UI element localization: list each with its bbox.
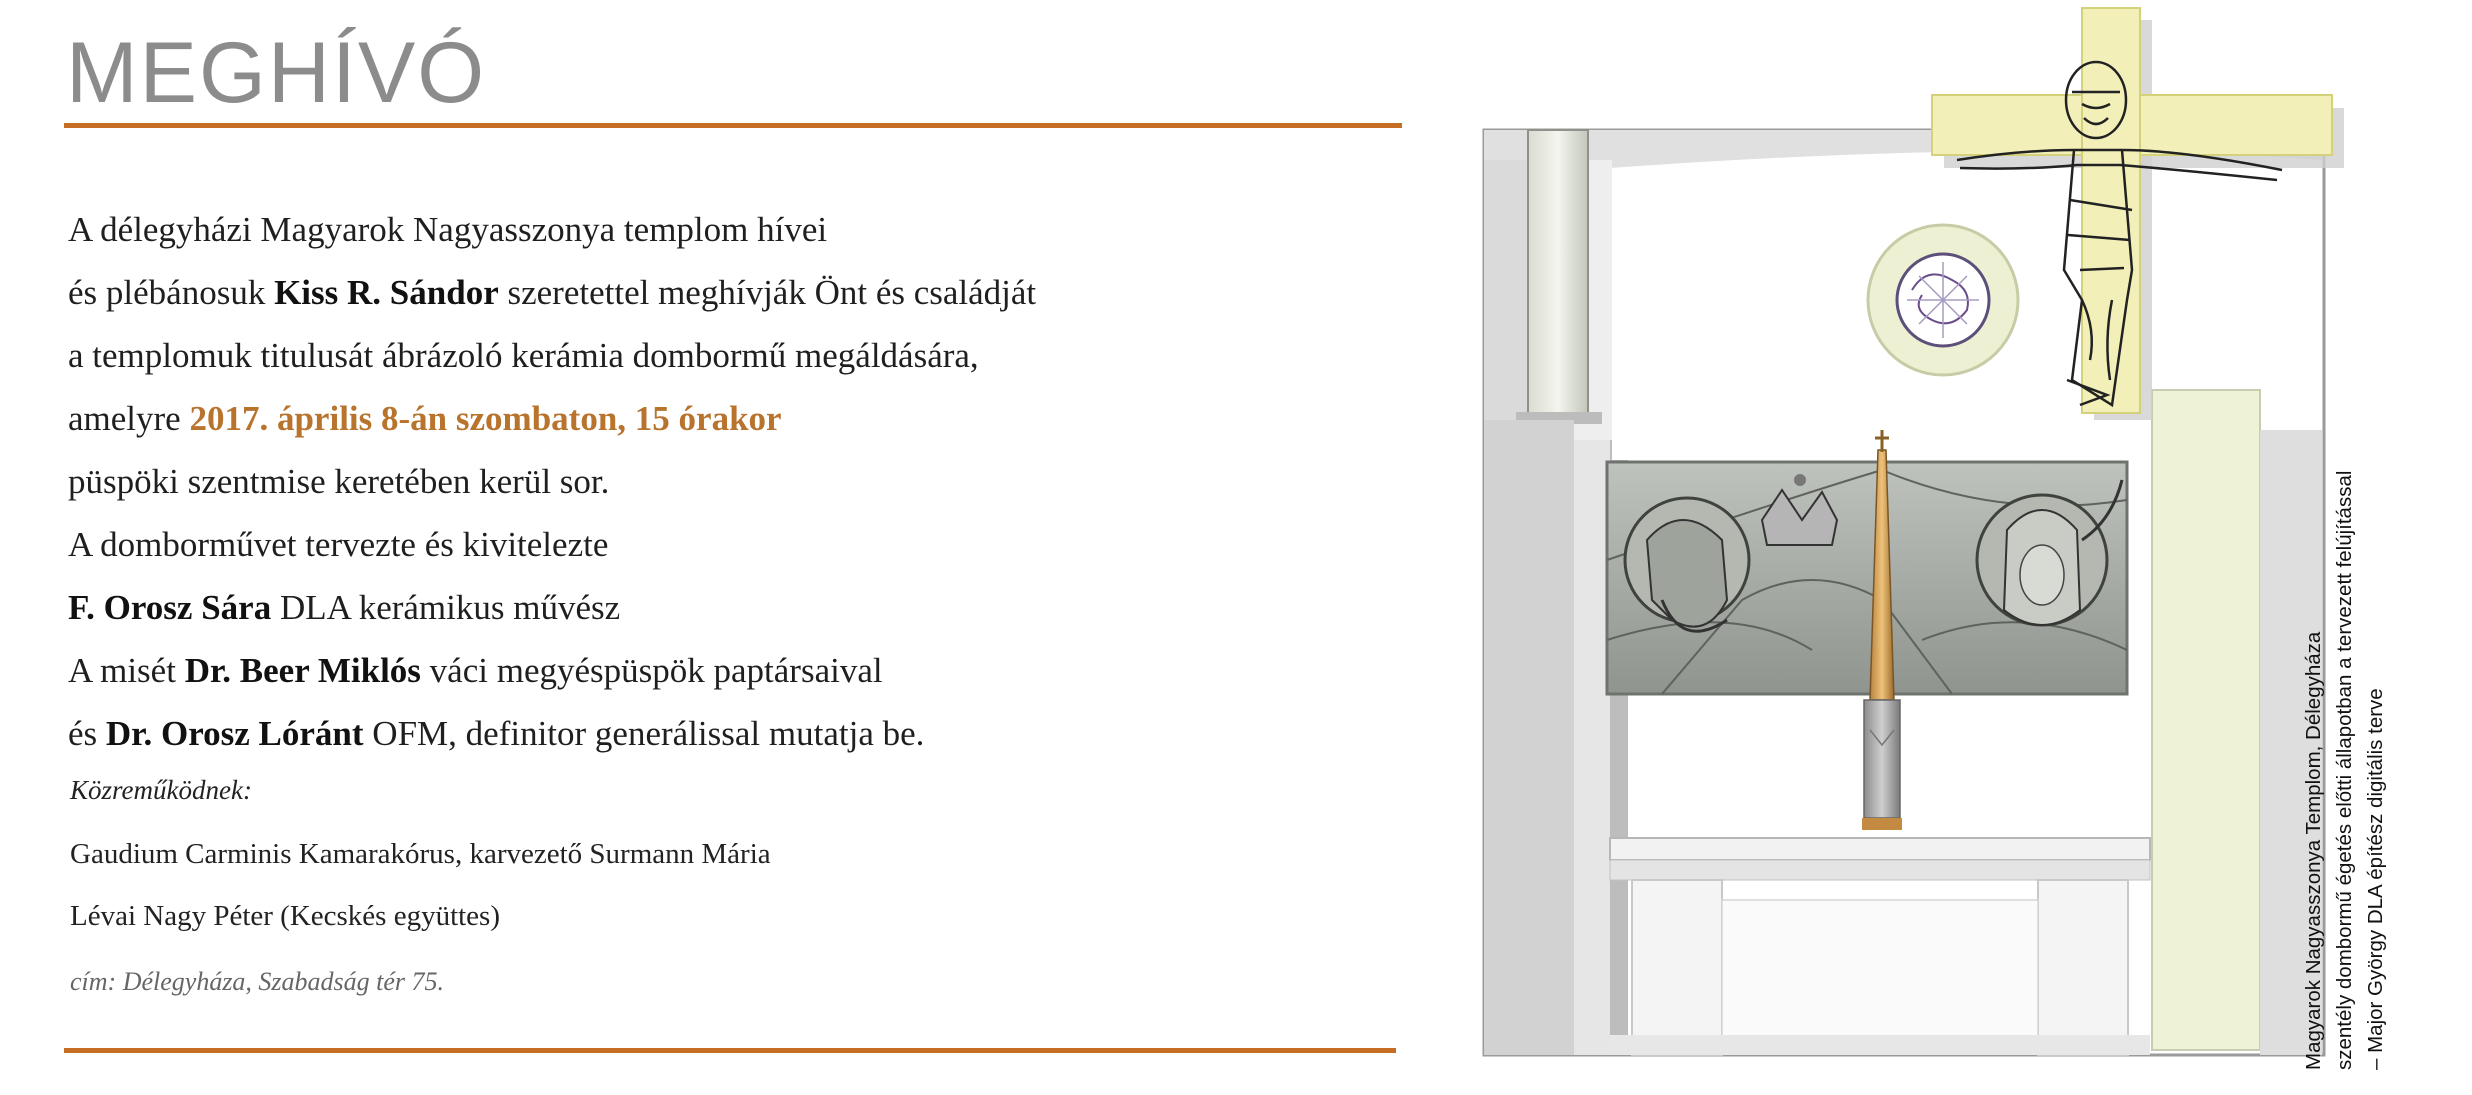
event-address: cím: Délegyháza, Szabadság tér 75. [70, 967, 445, 996]
body-line-6 [68, 513, 1408, 576]
caption-line-3: – Major György DLA építész digitális terve [2364, 688, 2387, 1070]
artist-name: F. Orosz Sára [68, 588, 272, 627]
body-line-4 [68, 387, 1408, 450]
contributor-choir: Gaudium Carminis Kamarakórus, karvezető Surmann Mária [70, 838, 771, 870]
body-line-1 [68, 198, 1408, 261]
body-line-8-post: váci megyéspüspök paptársaival [420, 651, 883, 690]
body-line-7 [68, 576, 1408, 639]
body-line-9-pre: és [68, 714, 106, 753]
body-line-9-post: OFM, definitor generálissal mutatja be. [363, 714, 925, 753]
bottom-divider [64, 1048, 1396, 1053]
contributors-heading: Közreműködnek: [70, 775, 252, 805]
body-line-9 [68, 702, 1408, 765]
invitation-body [68, 198, 1408, 765]
priest-name: Kiss R. Sándor [274, 273, 499, 312]
body-line-2 [68, 261, 1408, 324]
body-line-2-pre: és plébánosuk [68, 273, 275, 312]
body-line-5-text: püspöki szentmise keretében kerül sor. [68, 462, 610, 501]
caption-line-1: Magyarok Nagyasszonya Templom, Délegyháza [2302, 631, 2325, 1070]
body-line-8-pre: A misét [68, 651, 185, 690]
caption-line-2: szentély dombormű égetés előtti állapotban a tervezett felújítással [2333, 470, 2356, 1070]
illustration-caption [2298, 330, 2391, 1070]
event-date: 2017. április 8-án szombaton, 15 órakor [189, 399, 782, 438]
bishop-name: Dr. Beer Miklós [184, 651, 421, 690]
body-line-7-post: DLA kerámikus művész [271, 588, 621, 627]
body-line-2-post: szeretettel meghívják Önt és családját [498, 273, 1037, 312]
invitation-title: MEGHÍVÓ [66, 25, 487, 121]
body-line-4-pre: amelyre [68, 399, 190, 438]
body-line-3 [68, 324, 1408, 387]
body-line-8 [68, 639, 1408, 702]
altar-illustration [1482, 0, 2432, 1060]
contributor-musician: Lévai Nagy Péter (Kecskés együttes) [70, 900, 501, 932]
top-divider [64, 123, 1402, 128]
body-line-3-text: a templomuk titulusát ábrázoló kerámia dombormű megáldására, [68, 336, 979, 375]
body-line-1-text: A délegyházi Magyarok Nagyasszonya templom hívei [68, 210, 828, 249]
definitor-name: Dr. Orosz Lóránt [105, 714, 364, 753]
body-line-5 [68, 450, 1408, 513]
body-line-6-text: A domborművet tervezte és kivitelezte [68, 525, 609, 564]
